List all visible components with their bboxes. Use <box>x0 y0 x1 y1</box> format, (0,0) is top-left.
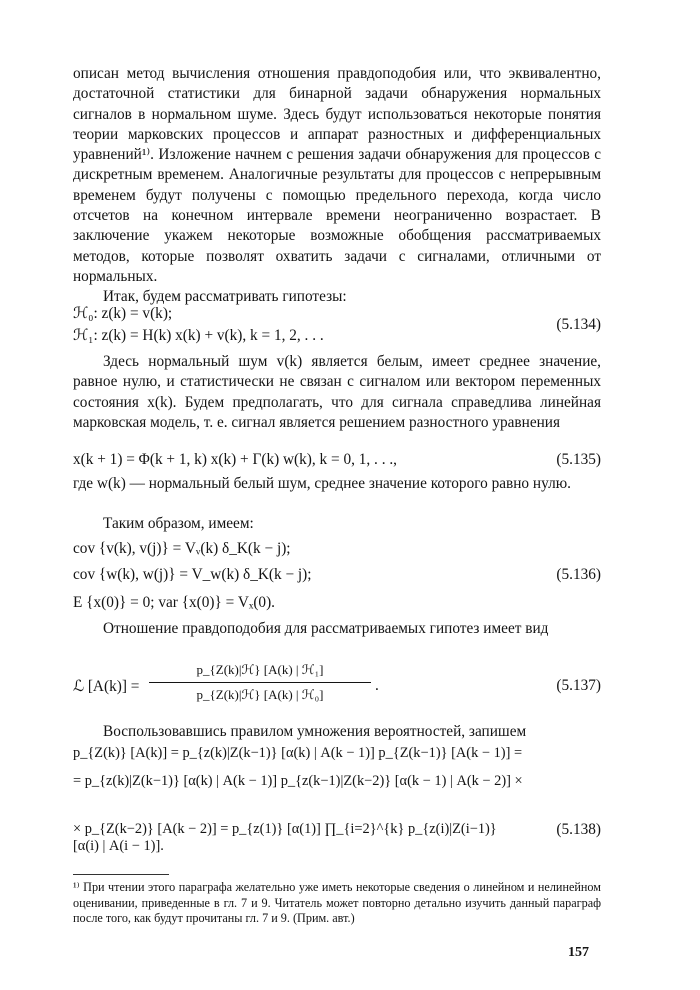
fraction-numerator: p_{Z(k)|ℋ} [A(k) | ℋ₁] <box>196 662 324 677</box>
equation-5-134-h0 <box>73 303 601 327</box>
equation-5-134-h1 <box>73 325 601 349</box>
page-number: 157 <box>568 945 589 960</box>
paragraph-white-noise: где w(k) — нормальный белый шум, среднее значение которого равно нулю. <box>73 475 571 492</box>
paragraph-likelihood-ratio: Отношение правдоподобия для рассматриваемых гипотез имеет вид <box>103 620 549 637</box>
equation-number-5-137: (5.137) <box>556 677 601 694</box>
equation-number-5-136: (5.136) <box>556 566 601 583</box>
equation-text: E {x(0)} = 0; var {x(0)} = Vₓ(0). <box>73 594 276 611</box>
paragraph-thus: Таким образом, имеем: <box>103 515 254 532</box>
equation-line-2: = p_{z(k)|Z(k−1)} [α(k) | A(k − 1)] p_{z(k−1)|Z(k−2)} [α(k − 1) | A(k − 2)] × <box>73 773 523 789</box>
equation-number-5-138: (5.138) <box>556 821 601 838</box>
footnote-rule <box>73 874 169 875</box>
equation-text: cov {w(k), w(j)} = V_w(k) δ_K(k − j); <box>73 566 312 583</box>
paragraph-noise-model: Здесь нормальный шум v(k) является белым, имеет среднее значение, равное нулю, и статистически не связан с сигналом или вектором переменных состояния x(k). Будем предполагать, что для сигнала справедлива линейная марковская модель, т. е. сигнал является решением разностного уравнения <box>73 353 601 431</box>
equation-line-1: p_{Z(k)} [A(k)] = p_{z(k)|Z(k−1)} [α(k) | A(k − 1)] p_{Z(k−1)} [A(k − 1)] = <box>73 745 523 761</box>
equation-text: cov {v(k), v(j)} = Vᵥ(k) δ_K(k − j); <box>73 540 291 557</box>
equation-5-138 <box>73 745 601 857</box>
equation-number-5-134: (5.134) <box>556 316 601 333</box>
equation-lhs: ℒ [A(k)] = <box>73 678 140 695</box>
equation-5-137 <box>73 660 601 716</box>
equation-5-136-cov-w <box>73 564 601 588</box>
fraction-period: . <box>375 677 379 694</box>
equation-5-136-cov-v <box>73 538 601 562</box>
fraction <box>149 660 371 705</box>
fraction-bar <box>149 682 371 683</box>
paragraph-hypotheses-intro: Итак, будем рассматривать гипотезы: <box>103 288 347 305</box>
equation-line-3: × p_{Z(k−2)} [A(k − 2)] = p_{z(1)} [α(1)] ∏_{i=2}^{k} p_{z(i)|Z(i−1)} [α(i) | A(i − 1)]. <box>73 821 497 854</box>
equation-5-135 <box>73 449 601 473</box>
equation-text: ℋ₁: z(k) = H(k) x(k) + v(k), k = 1, 2, . . . <box>73 327 324 344</box>
equation-text: x(k + 1) = Φ(k + 1, k) x(k) + Γ(k) w(k), k = 0, 1, . . ., <box>73 451 398 468</box>
equation-text: ℋ₀: z(k) = v(k); <box>73 305 173 322</box>
equation-5-136-expectation <box>73 592 601 616</box>
paragraph-intro: описан метод вычисления отношения правдоподобия или, что эквивалентно, достаточной статистики для бинарной задачи обнаружения нормальных сигналов в нормальном шуме. Здесь будут использоваться некоторые понятия теории марковских процессов и аппарат разностных и дифференциальных уравнений¹⁾. Изложение начнем с решения задачи обнаружения для процессов с дискретным временем. Аналогичные результаты для процессов с непрерывным временем будут получены с помощью предельного перехода, когда число отсчетов на конечном интервале времени неограниченно возрастает. В заключение укажем некоторые возможные обобщения рассматриваемых методов, которые позволят охватить задачи с сигналами, отличными от нормальных. <box>73 65 601 285</box>
paragraph-multiplication-rule: Воспользовавшись правилом умножения вероятностей, запишем <box>103 723 527 740</box>
equation-number-5-135: (5.135) <box>556 451 601 468</box>
footnote: ¹⁾ При чтении этого параграфа желательно уже иметь некоторые сведения о линейном и нелинейном оценивании, приведенные в гл. 7 и 9. Читатель может повторно детально изучить данный параграф после того, как будут прочитаны гл. 7 и 9. (Прим. авт.) <box>73 880 601 926</box>
fraction-denominator: p_{Z(k)|ℋ} [A(k) | ℋ₀] <box>196 687 324 702</box>
